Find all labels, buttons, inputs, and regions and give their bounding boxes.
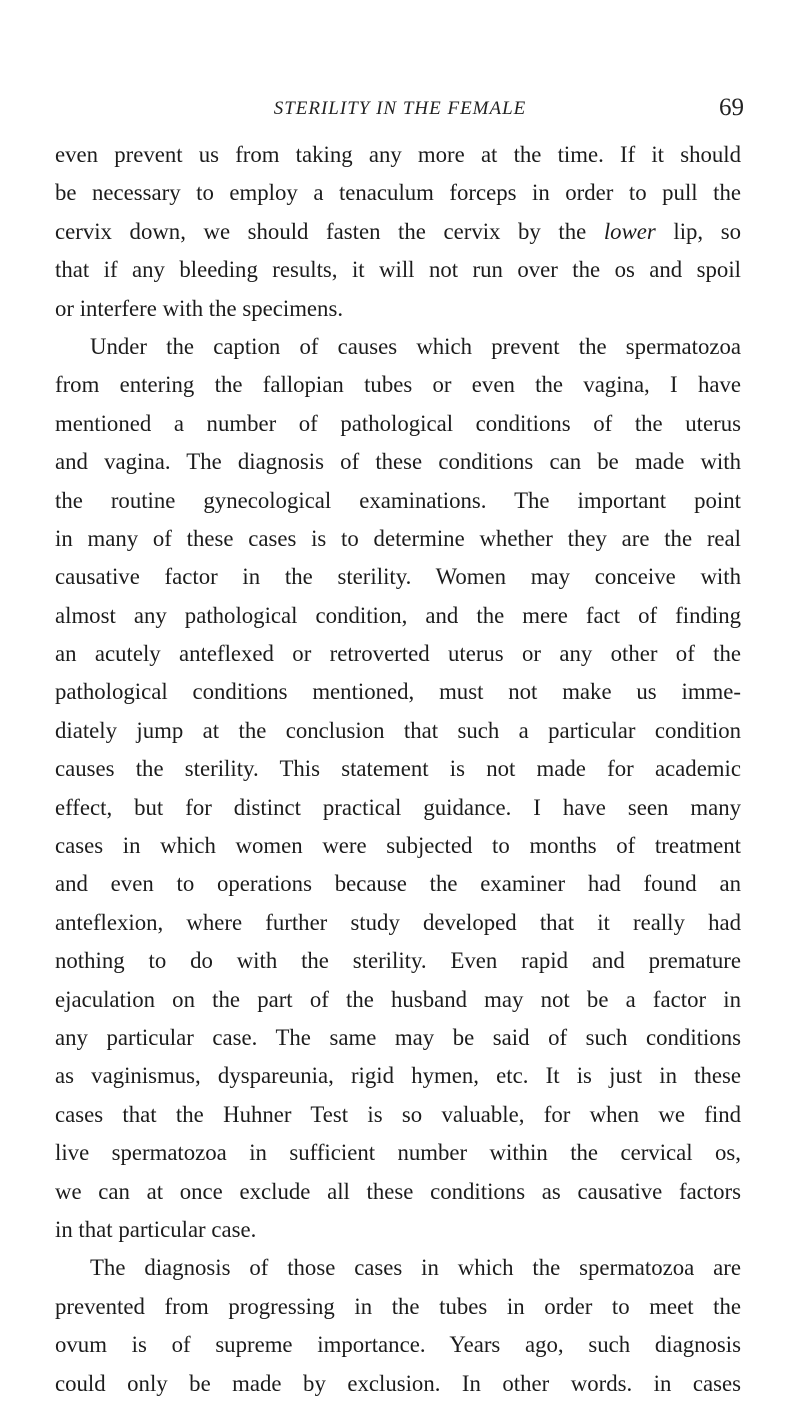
text-line: Under the caption of causes which prevent the spermatozoa (90, 333, 741, 359)
text-line: in that particular case. (55, 1216, 257, 1242)
text-line: causative factor in the sterility. Women may conceive with (55, 564, 741, 590)
text-line: cases in which women were subjected to months of treatment (55, 833, 741, 859)
running-header: STERILITY IN THE FEMALE (273, 98, 527, 119)
text-line: cases that the Huhner Test is so valuable, for when we find (55, 1101, 741, 1127)
text-segment: lip, so (655, 218, 741, 244)
text-line: any particular case. The same may be said of such conditions (55, 1024, 741, 1050)
text-line: that if any bleeding results, it will not run over the os and spoil (55, 257, 741, 283)
text-line: be necessary to employ a tenaculum forceps in order to pull the (55, 180, 741, 206)
text-line: as vaginismus, dyspareunia, rigid hymen, etc. It is just in these (55, 1063, 741, 1089)
text-line: even prevent us from taking any more at the time. If it should (55, 142, 741, 167)
text-line: from entering the fallopian tubes or even the vagina, I have (55, 372, 741, 398)
text-line: anteflexion, where further study developed that it really had (55, 909, 741, 935)
text-line: pathological conditions mentioned, must not make us imme- (55, 679, 741, 705)
text-line: ejaculation on the part of the husband may not be a factor in (55, 986, 741, 1012)
text-line: and even to operations because the examiner had found an (55, 871, 741, 897)
text-segment: cervix down, we should fasten the cervix by the (55, 218, 604, 244)
text-line: an acutely anteflexed or retroverted uterus or any other of the (55, 641, 741, 667)
text-line: and vagina. The diagnosis of these conditions can be made with (55, 449, 741, 475)
text-line-with-emphasis (55, 213, 741, 251)
text-line: could only be made by exclusion. In other words. in cases (55, 1370, 741, 1396)
text-line: prevented from progressing in the tubes in order to meet the (55, 1293, 741, 1319)
emphasized-word: lower (603, 218, 656, 244)
text-line: live spermatozoa in sufficient number within the cervical os, (55, 1140, 741, 1166)
text-line: mentioned a number of pathological conditions of the uterus (55, 410, 741, 436)
text-line: or interfere with the specimens. (55, 295, 344, 321)
text-line: ovum is of supreme importance. Years ago, such diagnosis (55, 1332, 741, 1358)
body-text (55, 136, 741, 1403)
text-line: effect, but for distinct practical guidance. I have seen many (55, 794, 741, 820)
text-line: almost any pathological condition, and the mere fact of finding (55, 602, 741, 628)
text-line: we can at once exclude all these conditions as causative factors (55, 1178, 741, 1204)
text-line: The diagnosis of those cases in which the spermatozoa are (90, 1255, 741, 1281)
text-line: diately jump at the conclusion that such a particular condition (55, 717, 741, 743)
text-line: nothing to do with the sterility. Even rapid and premature (55, 948, 741, 974)
text-line: causes the sterility. This statement is not made for academic (55, 756, 741, 782)
text-line: in many of these cases is to determine whether they are the real (55, 525, 741, 551)
page-number: 69 (719, 94, 744, 121)
text-line: the routine gynecological examinations. The important point (55, 487, 741, 513)
